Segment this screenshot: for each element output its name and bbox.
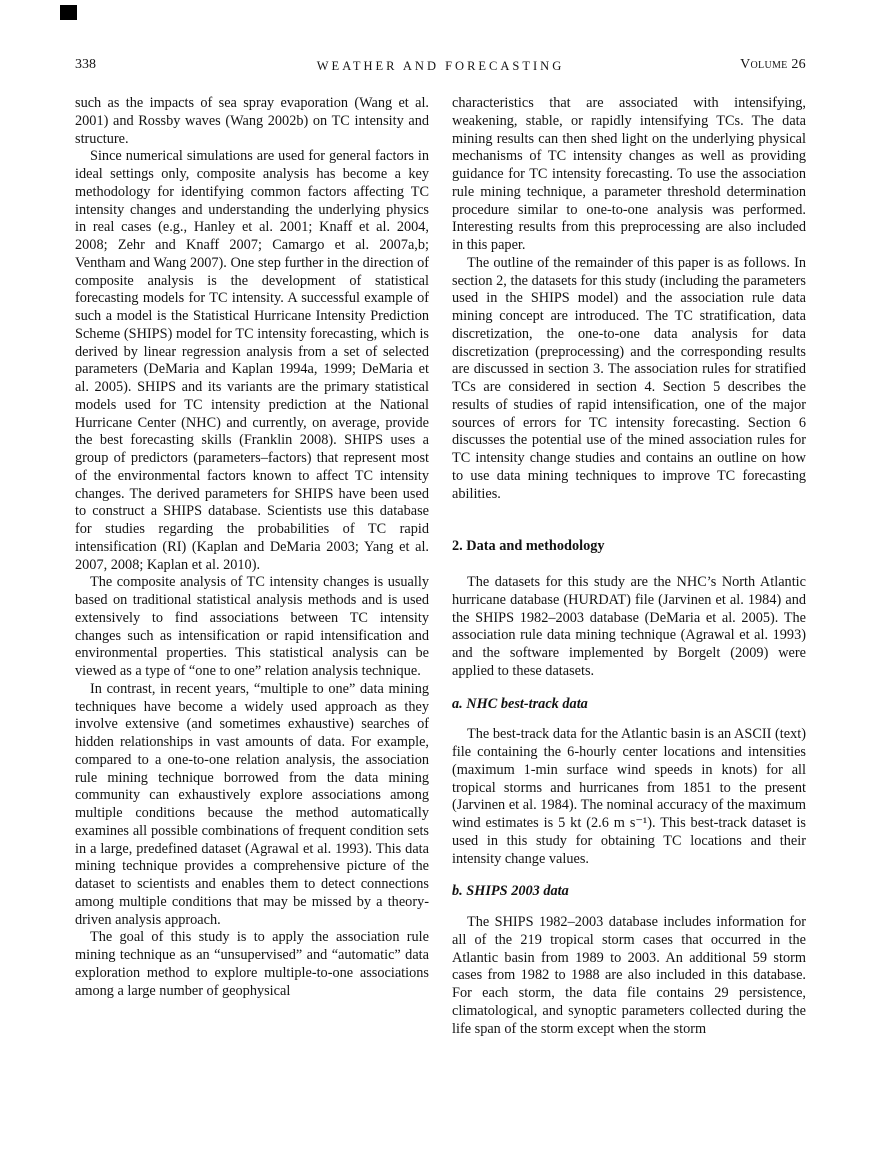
volume-label: Volume 26 <box>740 57 806 72</box>
paragraph: The best-track data for the Atlantic basin is an ASCII (text) file containing the 6-hourly center locations and intensities (maximum 1-min surface wind speeds in knots) for all tropical storms and hurricanes from 1851 to the present (Jarvinen et al. 1984). The nominal accuracy of the maximum wind estimates is 5 kt (2.6 m s⁻¹). This best-track dataset is used in this study for obtaining TC locations and their intensity change values. <box>452 726 806 867</box>
paragraph: such as the impacts of sea spray evaporation (Wang et al. 2001) and Rossby waves (Wang 2002b) on TC intensity and structure. <box>75 95 429 147</box>
subsection-heading-nhc-best-track-data: a. NHC best-track data <box>452 695 588 712</box>
section-heading-data-and-methodology: 2. Data and methodology <box>452 538 605 555</box>
page-header <box>75 57 806 77</box>
two-column-body <box>75 95 806 1038</box>
corner-mark <box>60 5 77 20</box>
paragraph: The outline of the remainder of this paper is as follows. In section 2, the datasets for this study (including the parameters used in the SHIPS model) and the association rule data mining concept are introduced. The TC stratification, data discretization, the one-to-one data analysis for data discretization (preprocessing) and the corresponding results are discussed in section 3. The association rules for stratified TCs are considered in section 4. Section 5 describes the results of studies of rapid intensification, one of the major sources of errors for TC intensity forecasting. Section 6 discusses the potential use of the mined association rules for TC intensity change studies and contains an outline on how to use data mining techniques to improve TC forecasting abilities. <box>452 254 806 502</box>
right-column <box>452 95 806 1038</box>
paragraph: The datasets for this study are the NHC’s North Atlantic hurricane database (HURDAT) file (Jarvinen et al. 1984) and the SHIPS 1982–2003 database (DeMaria et al. 2005). The association rule data mining technique (Agrawal et al. 1993) and the software implemented by Borgelt (2009) were applied to these datasets. <box>452 574 806 679</box>
paragraph: The goal of this study is to apply the association rule mining technique as an “unsupervised” and “automatic” data exploration method to explore multiple-to-one associations among a large number of geophysical <box>75 929 429 999</box>
subsection-heading-ships-2003-data: b. SHIPS 2003 data <box>452 883 569 900</box>
page-number: 338 <box>75 57 96 72</box>
paragraph: In contrast, in recent years, “multiple to one” data mining techniques have become a widely used approach as they involve extensive (and sometimes exhaustive) searches of hidden relationships in vast amounts of data. For example, compared to a one-to-one relation analysis, the association rule mining technique borrowed from the data mining community can exhaustively explore associations among multiple conditions because the method automatically examines all possible combinations of frequent condition sets in a large, predefined dataset (Agrawal et al. 1993). This data mining technique provides a comprehensive picture of the dataset to scientists and enables them to detect connections among multiple conditions that may be missed by a theory-driven analysis approach. <box>75 680 429 928</box>
paragraph: characteristics that are associated with intensifying, weakening, stable, or rapidly intensifying TCs. The data mining results can then shed light on the underlying physical mechanisms of TC intensity changes as well as providing guidance for TC intensity forecasting. To use the association rule mining technique, a parameter threshold determination procedure similar to one-to-one analysis was performed. Interesting results from this preprocessing are also included in this paper. <box>452 95 806 253</box>
paragraph: The composite analysis of TC intensity changes is usually based on traditional statistical analysis methods and is used extensively to find associations between TC intensity changes such as intensification or rapid intensification and environmental properties. This statistical analysis can be viewed as a type of “one to one” relation analysis technique. <box>75 574 429 679</box>
paragraph: Since numerical simulations are used for general factors in ideal settings only, composite analysis has become a key methodology for identifying common factors affecting TC intensity changes and understanding the underlying physics in real cases (e.g., Hanley et al. 2001; Knaff et al. 2004, 2008; Zehr and Knaff 2007; Camargo et al. 2007a,b; Ventham and Wang 2007). One step further in the direction of composite analysis is the development of statistical forecasting models for TC intensity. A successful example of such a model is the Statistical Hurricane Intensity Prediction Scheme (SHIPS) model for TC intensity forecasting, which is derived by linear regression analysis from a set of selected parameters (DeMaria and Kaplan 1994a, 1999; DeMaria et al. 2005). SHIPS and its variants are the primary statistical models used for TC intensity prediction at the National Hurricane Center (NHC) and currently, on average, provide the best forecasting skills (Franklin 2008). SHIPS uses a group of predictors (parameters–factors) that represent most of the environmental factors known to affect TC intensity changes. The derived parameters for SHIPS have been used to construct a SHIPS database. Scientists use this database for studies regarding the probabilities of TC rapid intensification (RI) (Kaplan and DeMaria 2003; Yang et al. 2007, 2008; Kaplan et al. 2010). <box>75 148 429 573</box>
left-column <box>75 95 429 1038</box>
paragraph: The SHIPS 1982–2003 database includes information for all of the 219 tropical storm cases that occurred in the Atlantic basin from 1989 to 2003. An additional 59 storm cases from 1982 to 1988 are also included in this database. For each storm, the data file contains 29 persistence, climatological, and synoptic parameters collected during the life span of the storm except when the storm <box>452 914 806 1037</box>
journal-title: WEATHER AND FORECASTING <box>316 59 565 73</box>
